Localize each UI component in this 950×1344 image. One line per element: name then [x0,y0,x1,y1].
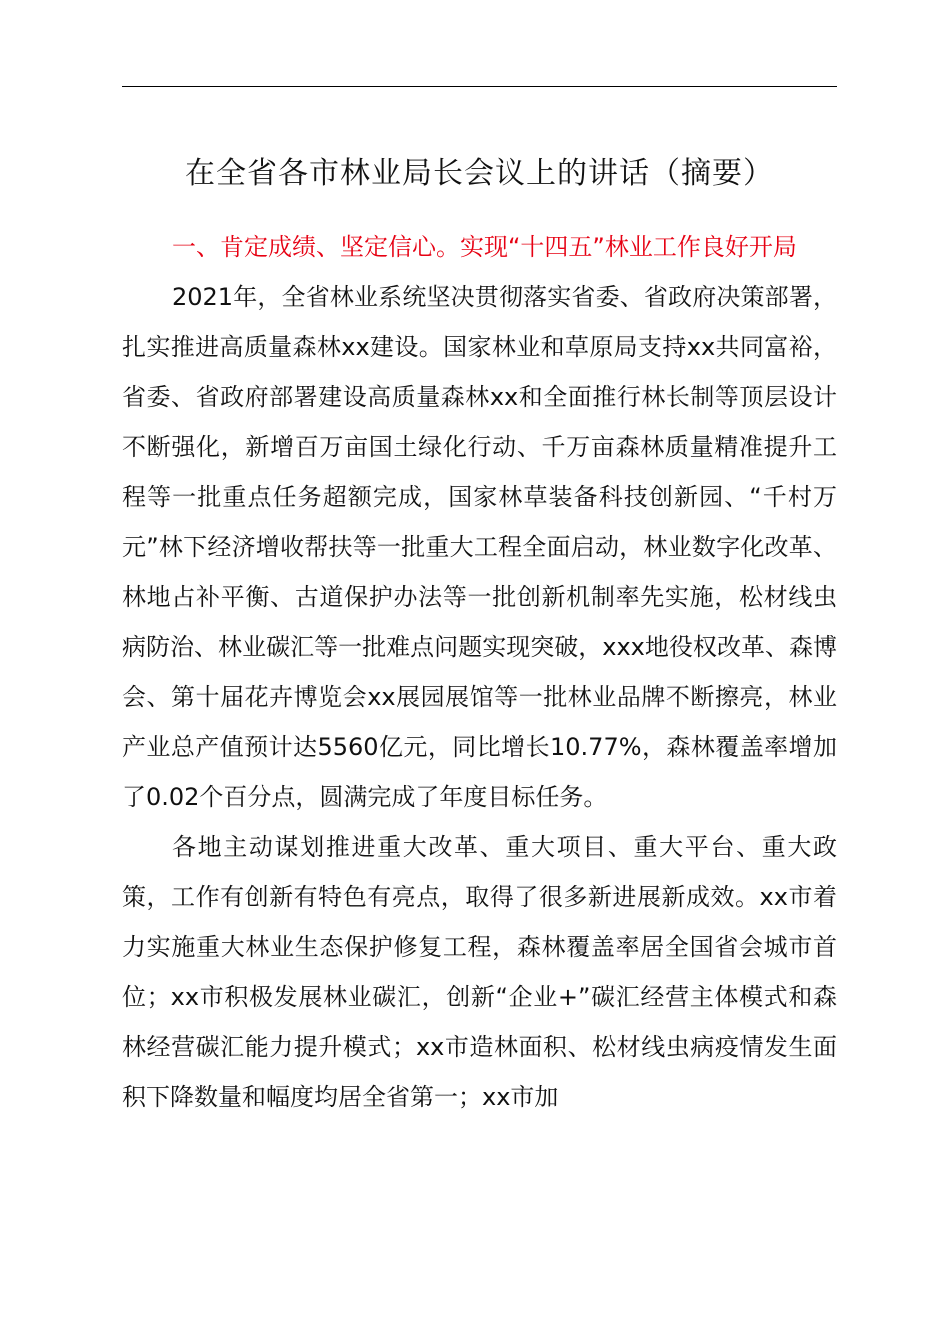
header-rule [122,86,837,87]
section-heading: 一、肯定成绩、坚定信心。实现“十四五”林业工作良好开局 [172,233,797,261]
body-paragraph-2: 各地主动谋划推进重大改革、重大项目、重大平台、重大政策，工作有创新有特色有亮点，取得了很多新进展新成效。xx市着力实施重大林业生态保护修复工程，森林覆盖率居全国省会城市首位；xx市积极发展林业碳汇，创新“企业+”碳汇经营主体模式和森林经营碳汇能力提升模式；xx市造林面积、松材线虫病疫情发生面积下降数量和幅度均居全省第一；xx市加 [122,833,837,1111]
document-body [122,222,837,1122]
document-title: 在全省各市林业局长会议上的讲话（摘要） [185,156,774,191]
body-paragraph-1: 2021年，全省林业系统坚决贯彻落实省委、省政府决策部署，扎实推进高质量森林xx建设。国家林业和草原局支持xx共同富裕，省委、省政府部署建设高质量森林xx和全面推行林长制等顶层设计不断强化，新增百万亩国土绿化行动、千万亩森林质量精准提升工程等一批重点任务超额完成，国家林草装备科技创新园、“千村万元”林下经济增收帮扶等一批重大工程全面启动，林业数字化改革、林地占补平衡、古道保护办法等一批创新机制率先实施，松材线虫病防治、林业碳汇等一批难点问题实现突破，xxx地役权改革、森博会、第十届花卉博览会xx展园展馆等一批林业品牌不断擦亮，林业产业总产值预计达5560亿元，同比增长10.77%，森林覆盖率增加了0.02个百分点，圆满完成了年度目标任务。 [122,283,837,811]
